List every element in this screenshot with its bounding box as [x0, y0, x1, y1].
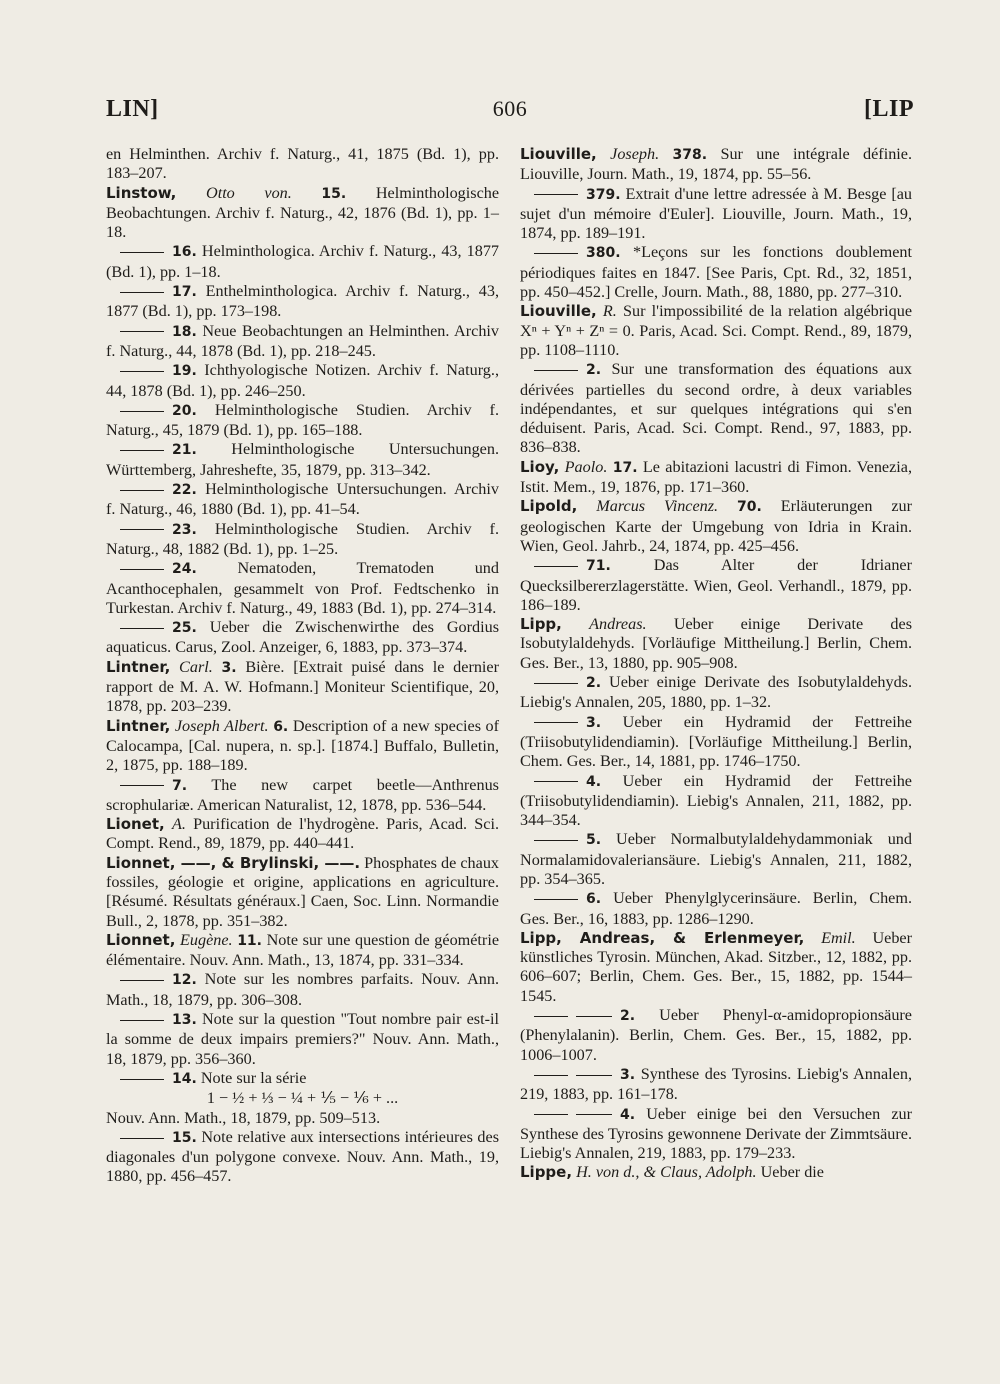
entry-text: Ueber Normalbutylaldehydammoniak und Normalamidovaleriansäure. Liebig's Annalen, 211, 1882, pp. 354–365. — [520, 830, 912, 888]
entry-text: Helminthologische Studien. Archiv f. Naturg., 48, 1882 (Bd. 1), pp. 1–25. — [106, 519, 499, 558]
entry-number: 14. — [172, 1070, 197, 1087]
bibliography-entry — [520, 145, 912, 185]
bibliography-entry — [520, 1006, 912, 1065]
author-name: Lionet, — [106, 815, 165, 834]
entry-text: Nouv. Ann. Math., 18, 1879, pp. 509–513. — [106, 1108, 381, 1127]
bibliography-entry — [106, 1128, 499, 1187]
ditto-dash — [534, 1075, 568, 1076]
entry-number: 20. — [172, 402, 197, 419]
entry-text: Das Alter der Idrianer Quecksilbererzlagerstätte. Wien, Geol. Verhandl., 1879, pp. 186–189. — [520, 556, 912, 614]
entry-text: Ueber einige Derivate des Isobutylaldehyds. [Vorläufige Mittheilung.] Berlin, Chem. Ges. Ber., 13, 1880, pp. 905–908. — [520, 615, 912, 672]
bibliography-entry — [520, 1065, 912, 1105]
right-column — [520, 145, 912, 1183]
entry-text: Bière. [Extrait puisé dans le dernier rapport de M. A. W. Hofmann.] Moniteur Scientifique, 20, 1878, pp. 203–239. — [106, 657, 499, 716]
ditto-dash — [534, 370, 578, 371]
bibliography-entry — [520, 360, 912, 457]
bibliography-entry — [106, 559, 499, 618]
entry-number: 13. — [172, 1012, 197, 1029]
bibliography-entry — [520, 458, 912, 498]
entry-text: Sur l'impossibilité de la relation algébrique Xⁿ + Yⁿ + Zⁿ = 0. Paris, Acad. Sci. Compt. Rend., 89, 1879, pp. 1108–1110. — [520, 302, 913, 359]
bibliography-entry — [106, 282, 499, 322]
ditto-dash — [534, 899, 578, 900]
bibliography-entry — [106, 1109, 499, 1128]
author-forename: Eugène. — [180, 930, 233, 949]
page-number: 606 — [492, 96, 528, 121]
entry-text: *Leçons sur les fonctions doublement périodiques faites en 1847. [See Paris, Cpt. Rd., 32, 1851, pp. 450–452.] Crelle, Journ. Math., 88, 1880, pp. 277–310. — [520, 243, 912, 302]
author-forename: Joseph. — [610, 145, 660, 163]
author-name: Lionnet, — [106, 930, 176, 949]
author-name: Liouville, — [520, 145, 597, 163]
entry-text: Enthelminthologica. Archiv f. Naturg., 43, 1877 (Bd. 1), pp. 173–198. — [106, 282, 499, 321]
author-name: Liouville, — [520, 302, 597, 321]
author-forename: Otto von. — [206, 183, 292, 202]
entry-number: 3. — [221, 659, 237, 676]
entry-text: Ueber ein Hydramid der Fettreihe (Triisobutylidendiamin). [Vorläufige Mittheilung.] Berlin, Chem. Ges. Ber., 14, 1881, pp. 1746–1750. — [520, 712, 912, 771]
author-forename: Andreas. — [589, 615, 647, 634]
author-forename: Carl. — [179, 657, 213, 676]
bibliography-entry — [520, 1163, 912, 1182]
entry-text: Helminthologische Untersuchungen. Archiv f. Naturg., 46, 1880 (Bd. 1), pp. 41–54. — [106, 480, 499, 519]
entry-number: 17. — [612, 459, 638, 476]
entry-text: Phosphates de chaux fossiles, géologie et origine, applications en agriculture. [Résumé. Résultats généraux.] Caen, Soc. Linn. Normandie Bull., 2, 1878, pp. 351–382. — [106, 853, 500, 930]
entry-number: 71. — [586, 558, 611, 575]
bibliography-entry — [520, 830, 912, 889]
left-column — [106, 145, 499, 1187]
entry-number: 15. — [172, 1129, 197, 1146]
ditto-dash — [120, 1138, 164, 1139]
entry-number: 18. — [172, 323, 197, 340]
entry-number: 7. — [172, 777, 188, 794]
entry-text: Helminthologische Untersuchungen. Württemberg, Jahreshefte, 35, 1879, pp. 313–342. — [106, 440, 499, 479]
ditto-dash — [576, 1114, 612, 1115]
author-forename: Paolo. — [564, 457, 608, 476]
entry-number: 16. — [172, 244, 197, 261]
header-right-range: [LIP — [864, 96, 914, 122]
entry-number: 379. — [586, 186, 621, 203]
ditto-dash — [534, 1114, 568, 1115]
bibliography-entry — [106, 970, 499, 1010]
entry-number: 19. — [172, 363, 197, 380]
entry-number: 380. — [586, 245, 621, 262]
bibliography-entry — [520, 889, 912, 929]
bibliography-entry — [106, 931, 499, 971]
entry-text: Note sur une question de géométrie élémentaire. Nouv. Ann. Math., 13, 1874, pp. 331–334. — [106, 930, 500, 970]
entry-number: 24. — [172, 561, 197, 578]
entry-text: Sur une transformation des équations aux dérivées partielles du second ordre, à deux variables indépendantes, et sur quelques intégrations qui s'en déduisent. Paris, Acad. Sci. Compt. Rend., 97, 1883, pp. 836–838. — [520, 360, 912, 457]
bibliography-entry — [520, 673, 912, 713]
entry-number: 5. — [586, 832, 602, 849]
bibliography-entry — [106, 401, 499, 441]
bibliography-entry — [520, 713, 912, 772]
ditto-dash — [120, 371, 164, 372]
header-left-range: LIN] — [106, 96, 159, 122]
ditto-dash — [120, 785, 164, 786]
author-forename: Joseph Albert. — [174, 716, 269, 735]
entry-number: 378. — [672, 147, 708, 163]
entry-text: Note relative aux intersections intérieures des diagonales d'un polygone convexe. Nouv. Ann. Math., 19, 1880, pp. 456–457. — [106, 1127, 500, 1186]
entry-text: Purification de l'hydrogène. Paris, Acad. Sci. Compt. Rend., 89, 1879, pp. 440–441. — [106, 815, 500, 853]
entry-text: Description of a new species of Calocampa, [Cal. nupera, n. sp.]. [1874.] Buffalo, Bulletin, 2, 1875, pp. 188–189. — [106, 716, 500, 775]
ditto-dash — [120, 1020, 164, 1021]
bibliography-entry — [106, 520, 499, 560]
bibliography-entry — [520, 929, 912, 1006]
bibliography-entry — [106, 618, 499, 658]
entry-text: Erläuterungen zur geologischen Karte der Umgebung von Idria in Krain. Wien, Geol. Jahrb., 24, 1874, pp. 425–456. — [520, 497, 913, 555]
author-forename: H. von d., & Claus, Adolph. — [576, 1163, 757, 1182]
ditto-dash — [534, 566, 578, 567]
author-name: Linstow, — [106, 183, 177, 202]
ditto-dash — [576, 1075, 612, 1076]
entry-text: Helminthologische Studien. Archiv f. Naturg., 45, 1879 (Bd. 1), pp. 165–188. — [106, 400, 499, 440]
bibliography-entry — [520, 243, 912, 302]
entry-text: Ichthyologische Notizen. Archiv f. Naturg., 44, 1878 (Bd. 1), pp. 246–250. — [106, 361, 499, 400]
entry-text: The new carpet beetle—Anthrenus scrophulariæ. American Naturalist, 12, 1878, pp. 536–544. — [106, 775, 499, 814]
ditto-dash — [120, 292, 164, 293]
entry-text: Neue Beobachtungen an Helminthen. Archiv f. Naturg., 44, 1878 (Bd. 1), pp. 218–245. — [106, 321, 500, 360]
bibliography-entry — [520, 615, 912, 673]
ditto-dash — [120, 331, 164, 332]
bibliography-entry — [520, 497, 912, 556]
entry-text: Synthese des Tyrosins. Liebig's Annalen, 219, 1883, pp. 161–178. — [520, 1064, 912, 1104]
author-forename: A. — [171, 815, 186, 834]
bibliography-entry — [106, 717, 499, 776]
entry-text: Ueber künstliches Tyrosin. München, Akad. Sitzber., 12, 1882, pp. 606–607; Berlin, Chem. Ges. Ber., 15, 1882, pp. 1544–1545. — [520, 928, 913, 1005]
author-name: Lipp, — [520, 615, 562, 634]
entry-number: 2. — [586, 675, 602, 692]
bibliography-entry — [106, 184, 499, 243]
entry-text: Ueber die Zwischenwirthe des Gordius aquaticus. Carus, Zool. Anzeiger, 6, 1883, pp. 373–374. — [106, 618, 499, 657]
ditto-dash — [534, 840, 578, 841]
ditto-dash — [120, 628, 164, 629]
bibliography-entry — [520, 1105, 912, 1164]
entry-number: 25. — [172, 620, 197, 637]
entry-text: Ueber die — [760, 1163, 824, 1182]
ditto-dash — [120, 411, 164, 412]
entry-number: 4. — [620, 1106, 636, 1123]
entry-text: Note sur la question "Tout nombre pair est-il la somme de deux impairs premiers?" Nouv. Ann. Math., 18, 1879, pp. 356–360. — [106, 1010, 499, 1068]
entry-number: 4. — [586, 773, 602, 790]
entry-number: 11. — [237, 932, 262, 949]
entry-number: 22. — [172, 482, 197, 499]
entry-text: Ueber ein Hydramid der Fettreihe (Triisobutylidendiamin). Liebig's Annalen, 211, 1882, pp. 344–354. — [520, 771, 912, 830]
entry-number: 3. — [586, 714, 602, 731]
ditto-dash — [534, 683, 578, 684]
bibliography-entry — [106, 242, 499, 282]
entry-text: Ueber Phenyl-α-amidopropionsäure (Phenylalanin). Berlin, Chem. Ges. Ber., 15, 1882, pp. 1006–1007. — [520, 1006, 912, 1064]
entry-number: 21. — [172, 442, 197, 459]
entry-text: Sur une intégrale définie. Liouville, Journ. Math., 19, 1874, pp. 55–56. — [520, 145, 913, 184]
ditto-dash — [120, 450, 164, 451]
entry-number: 23. — [172, 521, 197, 538]
ditto-dash — [120, 980, 164, 981]
entry-number: 70. — [737, 499, 762, 516]
author-forename: Emil. — [821, 928, 856, 947]
entry-number: 2. — [586, 362, 602, 379]
entry-text: Nematoden, Trematoden und Acanthocephalen, gesammelt von Prof. Fedtschenko in Turkestan. Archiv f. Naturg., 49, 1883 (Bd. 1), pp. 274–314. — [106, 559, 499, 617]
bibliography-entry — [520, 556, 912, 615]
bibliography-entry — [106, 361, 499, 401]
entry-number: 15. — [321, 185, 347, 202]
ditto-dash — [534, 1016, 568, 1017]
entry-text: Note sur la série — [200, 1068, 307, 1087]
entry-text: en Helminthen. Archiv f. Naturg., 41, 1875 (Bd. 1), pp. 183–207. — [106, 145, 499, 183]
ditto-dash — [534, 722, 578, 723]
bibliography-entry — [106, 815, 499, 854]
author-forename: R. — [602, 302, 617, 321]
bibliography-entry — [106, 480, 499, 520]
entry-text: Helminthologische Beobachtungen. Archiv f. Naturg., 42, 1876 (Bd. 1), pp. 1–18. — [106, 183, 500, 242]
bibliography-entry — [106, 322, 499, 362]
bibliography-entry — [106, 658, 499, 717]
entry-number: 6. — [586, 891, 602, 908]
entry-number: 2. — [620, 1008, 636, 1025]
entry-text: 1 − ½ + ⅓ − ¼ + ⅕ − ⅙ + ... — [206, 1089, 399, 1108]
author-forename: Marcus Vincenz. — [596, 497, 719, 516]
ditto-dash — [534, 781, 578, 782]
ditto-dash — [120, 1079, 164, 1080]
bibliography-entry — [106, 1069, 499, 1089]
entry-number: 6. — [273, 718, 289, 735]
bibliography-entry — [520, 772, 912, 831]
ditto-dash — [120, 569, 164, 570]
entry-text: Extrait d'une lettre adressée à M. Besge [au sujet d'un mémoire d'Euler]. Liouville, Journ. Math., 19, 1874, pp. 189–191. — [520, 184, 912, 243]
bibliography-entry — [106, 776, 499, 816]
entry-text: Ueber einige bei den Versuchen zur Synthese des Tyrosins gewonnene Derivate der Zimmtsäure. Liebig's Annalen, 219, 1883, pp. 179–233. — [520, 1104, 913, 1163]
entry-text: Note sur les nombres parfaits. Nouv. Ann. Math., 18, 1879, pp. 306–308. — [106, 970, 500, 1009]
bibliography-entry — [520, 302, 912, 360]
author-name: Lintner, — [106, 657, 171, 676]
author-name: Lipold, — [520, 497, 578, 516]
author-name: Lioy, — [520, 457, 560, 476]
ditto-dash — [534, 194, 578, 195]
bibliography-entry — [520, 185, 912, 244]
ditto-dash — [120, 490, 164, 491]
entry-text: Ueber einige Derivate des Isobutylaldehyds. Liebig's Annalen, 205, 1880, pp. 1–32. — [520, 673, 913, 712]
author-name: Lipp, Andreas, & Erlenmeyer, — [520, 928, 805, 947]
bibliography-entry — [106, 440, 499, 480]
author-name: Lintner, — [106, 716, 171, 735]
bibliography-entry — [106, 1010, 499, 1069]
entry-text: Le abitazioni lacustri di Fimon. Venezia, Istit. Mem., 19, 1876, pp. 171–360. — [520, 457, 913, 497]
entry-text: Helminthologica. Archiv f. Naturg., 43, 1877 (Bd. 1), pp. 1–18. — [106, 242, 500, 281]
bibliography-entry — [106, 1089, 499, 1108]
bibliography-entry — [106, 854, 499, 931]
ditto-dash — [576, 1016, 612, 1017]
entry-number: 17. — [172, 284, 197, 301]
author-name: Lionnet, ——, & Brylinski, ——. — [106, 853, 361, 872]
entry-number: 3. — [620, 1066, 636, 1083]
entry-number: 12. — [172, 972, 197, 989]
author-name: Lippe, — [520, 1163, 573, 1182]
ditto-dash — [534, 253, 578, 254]
ditto-dash — [120, 529, 164, 530]
entry-text: Ueber Phenylglycerinsäure. Berlin, Chem. Ges. Ber., 16, 1883, pp. 1286–1290. — [520, 889, 913, 928]
page-header — [106, 96, 914, 136]
bibliography-entry — [106, 145, 499, 184]
ditto-dash — [120, 252, 164, 253]
